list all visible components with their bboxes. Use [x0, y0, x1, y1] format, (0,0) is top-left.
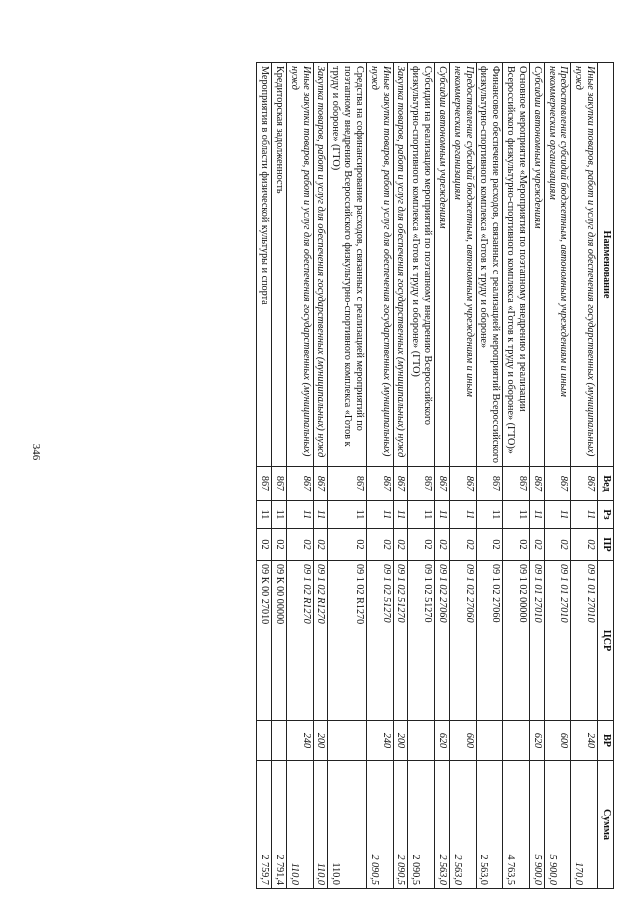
- cell-ved: 867: [328, 467, 366, 501]
- cell-name: Кредиторская задолженность: [272, 63, 287, 467]
- cell-vr: 240: [366, 721, 393, 761]
- table-row: [503, 63, 530, 889]
- cell-csr: 09 1 02 27060: [449, 561, 476, 721]
- table-row: [313, 63, 328, 889]
- cell-pr: 02: [435, 529, 450, 561]
- cell-csr: 09 К 00 00000: [272, 561, 287, 721]
- cell-rz: 11: [328, 501, 366, 529]
- cell-vr: 200: [393, 721, 408, 761]
- cell-pr: 02: [449, 529, 476, 561]
- cell-vr: 620: [529, 721, 544, 761]
- cell-pr: 02: [393, 529, 408, 561]
- table-row: [286, 63, 313, 889]
- cell-vr: 600: [449, 721, 476, 761]
- cell-name: Субсидии на реализацию мероприятий по поэтапному внедрению Всероссийского физкультурно-спортивного комплекса «Готов к труду и обороне» (ГТО): [408, 63, 435, 467]
- page-number: 346: [30, 443, 42, 461]
- table-row: [476, 63, 503, 889]
- table-row: [328, 63, 366, 889]
- cell-pr: 02: [529, 529, 544, 561]
- cell-ved: 867: [435, 467, 450, 501]
- cell-pr: 02: [313, 529, 328, 561]
- cell-name: Основное мероприятие «Мероприятия по поэтапному внедрению и реализации Всероссийского физкультурно-спортивного комплекса «Готов к труду и обороне» (ГТО)»: [503, 63, 530, 467]
- cell-sum: 2 791,4: [272, 761, 287, 889]
- cell-ved: 867: [503, 467, 530, 501]
- cell-sum: 110,0: [286, 761, 313, 889]
- table-row: [544, 63, 571, 889]
- column-header-rz: Рз: [598, 501, 614, 529]
- budget-table: [256, 62, 614, 889]
- cell-ved: 867: [529, 467, 544, 501]
- cell-ved: 867: [272, 467, 287, 501]
- table-row: [257, 63, 272, 889]
- cell-name: Предоставление субсидий бюджетным, автономным учреждениям и иным некоммерческим организациям: [449, 63, 476, 467]
- cell-pr: 02: [257, 529, 272, 561]
- column-header-ved: Вед: [598, 467, 614, 501]
- cell-name: Финансовое обеспечение расходов, связанных с реализацией мероприятий Всероссийского физкультурно-спортивного комплекса «Готов к труду и обороне»: [476, 63, 503, 467]
- cell-sum: 170,0: [571, 761, 598, 889]
- cell-rz: 11: [503, 501, 530, 529]
- table-row: [393, 63, 408, 889]
- cell-rz: 11: [408, 501, 435, 529]
- cell-sum: 2 090,5: [408, 761, 435, 889]
- cell-csr: 09 1 01 27010: [544, 561, 571, 721]
- table-header-row: [598, 63, 614, 889]
- cell-pr: 02: [503, 529, 530, 561]
- cell-sum: 2 563,0: [476, 761, 503, 889]
- cell-ved: 867: [286, 467, 313, 501]
- cell-sum: 2 090,5: [366, 761, 393, 889]
- cell-ved: 867: [544, 467, 571, 501]
- cell-name: Субсидии автономным учреждениям: [435, 63, 450, 467]
- table-row: [449, 63, 476, 889]
- cell-vr: 240: [571, 721, 598, 761]
- cell-pr: 02: [286, 529, 313, 561]
- cell-rz: 11: [476, 501, 503, 529]
- table-row: [408, 63, 435, 889]
- column-header-vr: ВР: [598, 721, 614, 761]
- cell-name: Предоставление субсидий бюджетным, автономным учреждениям и иным некоммерческим организациям: [544, 63, 571, 467]
- cell-sum: 4 763,5: [503, 761, 530, 889]
- column-header-sum: Сумма: [598, 761, 614, 889]
- cell-vr: 200: [313, 721, 328, 761]
- cell-rz: 11: [393, 501, 408, 529]
- cell-csr: 09 1 02 00000: [503, 561, 530, 721]
- cell-rz: 11: [449, 501, 476, 529]
- cell-csr: 09 1 02 51270: [366, 561, 393, 721]
- table-row: [529, 63, 544, 889]
- column-header-name: Наименование: [598, 63, 614, 467]
- column-header-csr: ЦСР: [598, 561, 614, 721]
- cell-name: Закупка товаров, работ и услуг для обеспечения государственных (муниципальных) нужд: [313, 63, 328, 467]
- cell-vr: [503, 721, 530, 761]
- cell-ved: 867: [408, 467, 435, 501]
- cell-ved: 867: [366, 467, 393, 501]
- cell-name: Мероприятия в области физической культуры и спорта: [257, 63, 272, 467]
- table-row: [272, 63, 287, 889]
- cell-vr: 240: [286, 721, 313, 761]
- cell-ved: 867: [571, 467, 598, 501]
- cell-rz: 11: [544, 501, 571, 529]
- cell-csr: 09 1 02 R1270: [286, 561, 313, 721]
- column-header-pr: ПР: [598, 529, 614, 561]
- cell-name: Средства на софинансирование расходов, связанных с реализацией мероприятий по поэтапному внедрению Всероссийского физкультурно-спортивного комплекса «Готов к труду и обороне» (ГТО): [328, 63, 366, 467]
- cell-rz: 11: [272, 501, 287, 529]
- cell-vr: [328, 721, 366, 761]
- cell-csr: 09 1 02 27060: [435, 561, 450, 721]
- cell-ved: 867: [393, 467, 408, 501]
- cell-ved: 867: [449, 467, 476, 501]
- cell-vr: 620: [435, 721, 450, 761]
- cell-ved: 867: [476, 467, 503, 501]
- cell-sum: 110,0: [328, 761, 366, 889]
- cell-sum: 2 759,7: [257, 761, 272, 889]
- cell-pr: 02: [328, 529, 366, 561]
- cell-vr: [272, 721, 287, 761]
- cell-pr: 02: [571, 529, 598, 561]
- cell-rz: 11: [571, 501, 598, 529]
- cell-ved: 867: [313, 467, 328, 501]
- cell-name: Закупка товаров, работ и услуг для обеспечения государственных (муниципальных) нужд: [393, 63, 408, 467]
- cell-sum: 2 563,0: [435, 761, 450, 889]
- table-row: [435, 63, 450, 889]
- cell-name: Субсидии автономным учреждениям: [529, 63, 544, 467]
- table-body: [257, 63, 598, 889]
- cell-rz: 11: [435, 501, 450, 529]
- cell-csr: 09 1 01 27010: [571, 561, 598, 721]
- rotated-page-content: [84, 62, 614, 888]
- cell-sum: 2 090,5: [393, 761, 408, 889]
- cell-vr: [257, 721, 272, 761]
- table-row: [366, 63, 393, 889]
- cell-rz: 11: [366, 501, 393, 529]
- cell-csr: 09 1 01 27010: [529, 561, 544, 721]
- cell-pr: 02: [366, 529, 393, 561]
- cell-rz: 11: [313, 501, 328, 529]
- cell-pr: 02: [476, 529, 503, 561]
- cell-sum: 110,0: [313, 761, 328, 889]
- table-row: [571, 63, 598, 889]
- cell-vr: 600: [544, 721, 571, 761]
- cell-csr: 09 1 02 51270: [408, 561, 435, 721]
- cell-rz: 11: [257, 501, 272, 529]
- cell-csr: 09 1 02 27060: [476, 561, 503, 721]
- cell-vr: [476, 721, 503, 761]
- cell-rz: 11: [286, 501, 313, 529]
- cell-vr: [408, 721, 435, 761]
- cell-pr: 02: [408, 529, 435, 561]
- cell-csr: 09 К 00 27010: [257, 561, 272, 721]
- cell-pr: 02: [544, 529, 571, 561]
- cell-sum: 2 563,0: [449, 761, 476, 889]
- cell-csr: 09 1 02 R1270: [328, 561, 366, 721]
- cell-ved: 867: [257, 467, 272, 501]
- cell-csr: 09 1 02 51270: [393, 561, 408, 721]
- cell-csr: 09 1 02 R1270: [313, 561, 328, 721]
- cell-sum: 5 900,0: [529, 761, 544, 889]
- cell-name: Иные закупки товаров, работ и услуг для обеспечения государственных (муниципальных) нужд: [286, 63, 313, 467]
- cell-pr: 02: [272, 529, 287, 561]
- cell-sum: 5 900,0: [544, 761, 571, 889]
- cell-rz: 11: [529, 501, 544, 529]
- cell-name: Иные закупки товаров, работ и услуг для обеспечения государственных (муниципальных) нужд: [366, 63, 393, 467]
- cell-name: Иные закупки товаров, работ и услуг для обеспечения государственных (муниципальных) нужд: [571, 63, 598, 467]
